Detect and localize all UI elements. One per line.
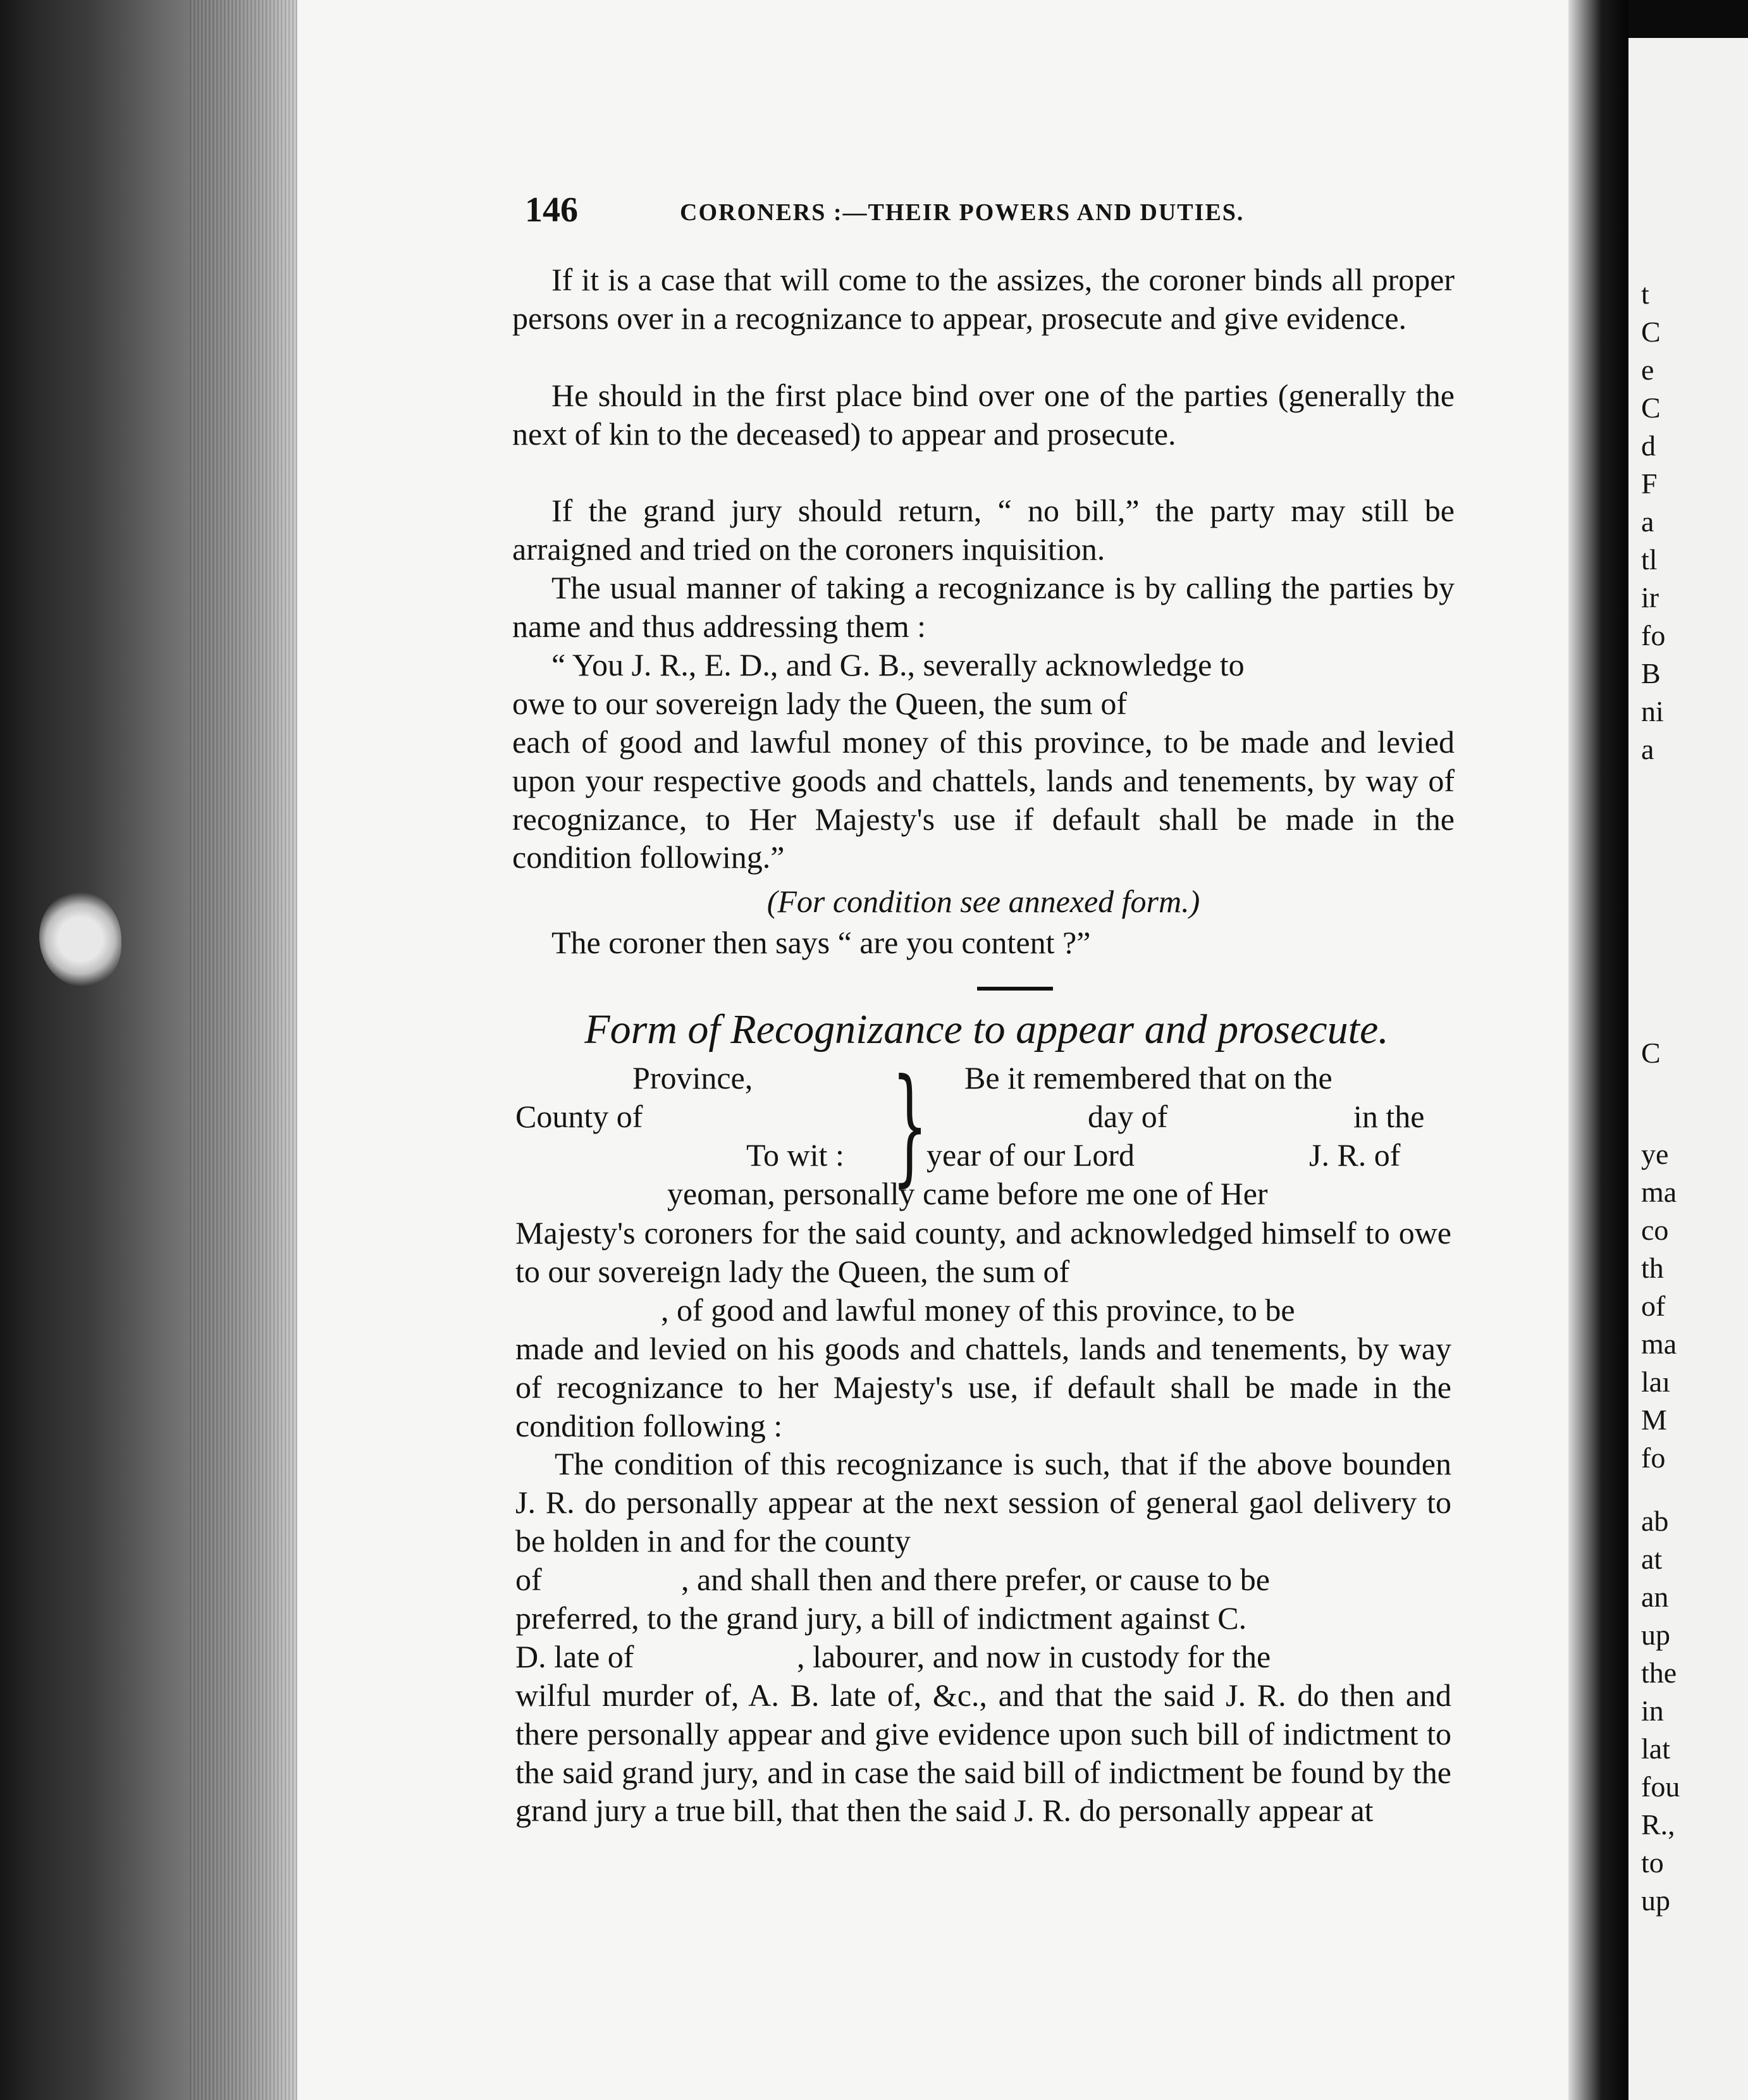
paragraph-usual-manner: The usual manner of taking a recognizance is by calling the parties by name and thus addressing them : <box>512 570 1455 644</box>
facing-fragment: up <box>1641 1619 1670 1651</box>
facing-fragment: ma <box>1641 1328 1677 1360</box>
form-line-yeoman: yeoman, personally came before me one of Her <box>667 1176 1268 1211</box>
form-right-line-1: Be it remembered that on the <box>964 1060 1333 1096</box>
paragraph-content: The coroner then says “ are you content ?” <box>551 925 1091 960</box>
facing-fragment: in <box>1641 1695 1664 1727</box>
facing-fragment: of <box>1641 1290 1666 1322</box>
facing-fragment: a <box>1641 733 1654 765</box>
condition-4a: D. late of <box>515 1639 634 1674</box>
facing-fragment: lat <box>1641 1732 1670 1765</box>
form-body-3: made and levied on his goods and chattels, lands and tenements, by way of recognizance to her Majesty's use, if default shall be made in the condition following : <box>515 1331 1451 1443</box>
facing-fragment: fo <box>1641 1442 1666 1474</box>
facing-fragment: C <box>1641 316 1661 348</box>
facing-fragment: ab <box>1641 1505 1669 1537</box>
facing-fragment: B <box>1641 657 1661 689</box>
condition-1: The condition of this recognizance is such, that if the above bounden J. R. do personally appear at the next session of general gaol delivery to be holden in and for the county <box>515 1446 1451 1559</box>
venue-towit: To wit : <box>746 1137 844 1173</box>
facing-fragment: laı <box>1641 1366 1670 1398</box>
condition-4b: , labourer, and now in custody for the <box>797 1639 1271 1674</box>
condition-note: (For condition see annexed form.) <box>766 884 1200 919</box>
form-right-line-2b: in the <box>1353 1099 1425 1134</box>
form-right-line-3b: J. R. of <box>1309 1137 1401 1173</box>
facing-page-sliver <box>1628 38 1748 2100</box>
form-body-1: Majesty's coroners for the said county, and acknowledged himself to owe to our sovereign lady the Queen, the sum of <box>515 1215 1451 1289</box>
running-head: CORONERS :—THEIR POWERS AND DUTIES. <box>680 199 1245 226</box>
facing-fragment: up <box>1641 1884 1670 1917</box>
oath-line-2: owe to our sovereign lady the Queen, the sum of <box>512 686 1127 721</box>
form-right-line-3a: year of our Lord <box>926 1137 1135 1173</box>
facing-fragment: th <box>1641 1252 1664 1284</box>
facing-fragment: C <box>1641 1037 1661 1069</box>
facing-fragment: ma <box>1641 1176 1677 1208</box>
oath-rest: each of good and lawful money of this province, to be made and levied upon your respective goods and chattels, lands and tenements, by way of recognizance, to Her Majesty's use if default shall be made in the condition following.” <box>512 724 1455 875</box>
page-header <box>525 190 1448 240</box>
condition-2-of: of <box>515 1562 542 1597</box>
condition-5: wilful murder of, A. B. late of, &c., and that the said J. R. do then and there personally appear and give evidence upon such bill of indictment to the said grand jury, and in case the said bill of indictment be found by the grand jury a true bill, that then the said J. R. do personally appear at <box>515 1677 1451 1829</box>
condition-2-rest: , and shall then and there prefer, or cause to be <box>681 1562 1270 1597</box>
facing-fragment: d <box>1641 429 1656 462</box>
page-number: 146 <box>525 190 578 230</box>
paragraph-bind-over: He should in the first place bind over one of the parties (generally the next of kin to the deceased) to appear and prosecute. <box>512 378 1455 452</box>
venue-county: County of <box>515 1099 643 1134</box>
book-gutter <box>1568 0 1628 2100</box>
facing-fragment: ni <box>1641 695 1664 727</box>
condition-3: preferred, to the grand jury, a bill of indictment against C. <box>515 1600 1247 1636</box>
facing-fragment: t <box>1641 278 1649 310</box>
facing-fragment: F <box>1641 467 1658 500</box>
facing-fragment: e <box>1641 354 1654 386</box>
venue-brace: } <box>892 1052 928 1199</box>
page-stack-lines <box>190 0 297 2100</box>
facing-fragment: M <box>1641 1404 1667 1436</box>
facing-fragment: co <box>1641 1214 1669 1246</box>
facing-fragment: ye <box>1641 1138 1669 1170</box>
facing-fragment: an <box>1641 1581 1669 1613</box>
facing-fragment: the <box>1641 1657 1677 1689</box>
facing-fragment: to <box>1641 1846 1664 1879</box>
facing-fragment: tl <box>1641 543 1658 576</box>
paragraph-no-bill: If the grand jury should return, “ no bill,” the party may still be arraigned and tried on the coroners inquisition. <box>512 493 1455 567</box>
section-rule <box>977 987 1053 991</box>
facing-fragment: fou <box>1641 1770 1680 1803</box>
facing-fragment: a <box>1641 505 1654 538</box>
form-body-2: , of good and lawful money of this province, to be <box>661 1292 1295 1328</box>
form-title: Form of Recognizance to appear and prosecute. <box>584 1006 1389 1053</box>
facing-fragment: R., <box>1641 1808 1675 1841</box>
form-right-line-2a: day of <box>1088 1099 1168 1134</box>
venue-province: Province, <box>632 1060 753 1096</box>
facing-fragment: ir <box>1641 581 1659 614</box>
paragraph-assizes: If it is a case that will come to the assizes, the coroner binds all proper persons over in a recognizance to appear, prosecute and give evidence. <box>512 262 1455 336</box>
facing-fragment: C <box>1641 392 1661 424</box>
facing-fragment: fo <box>1641 619 1666 652</box>
oath-line-1: “ You J. R., E. D., and G. B., severally acknowledge to <box>551 647 1245 682</box>
facing-fragment: at <box>1641 1543 1663 1575</box>
